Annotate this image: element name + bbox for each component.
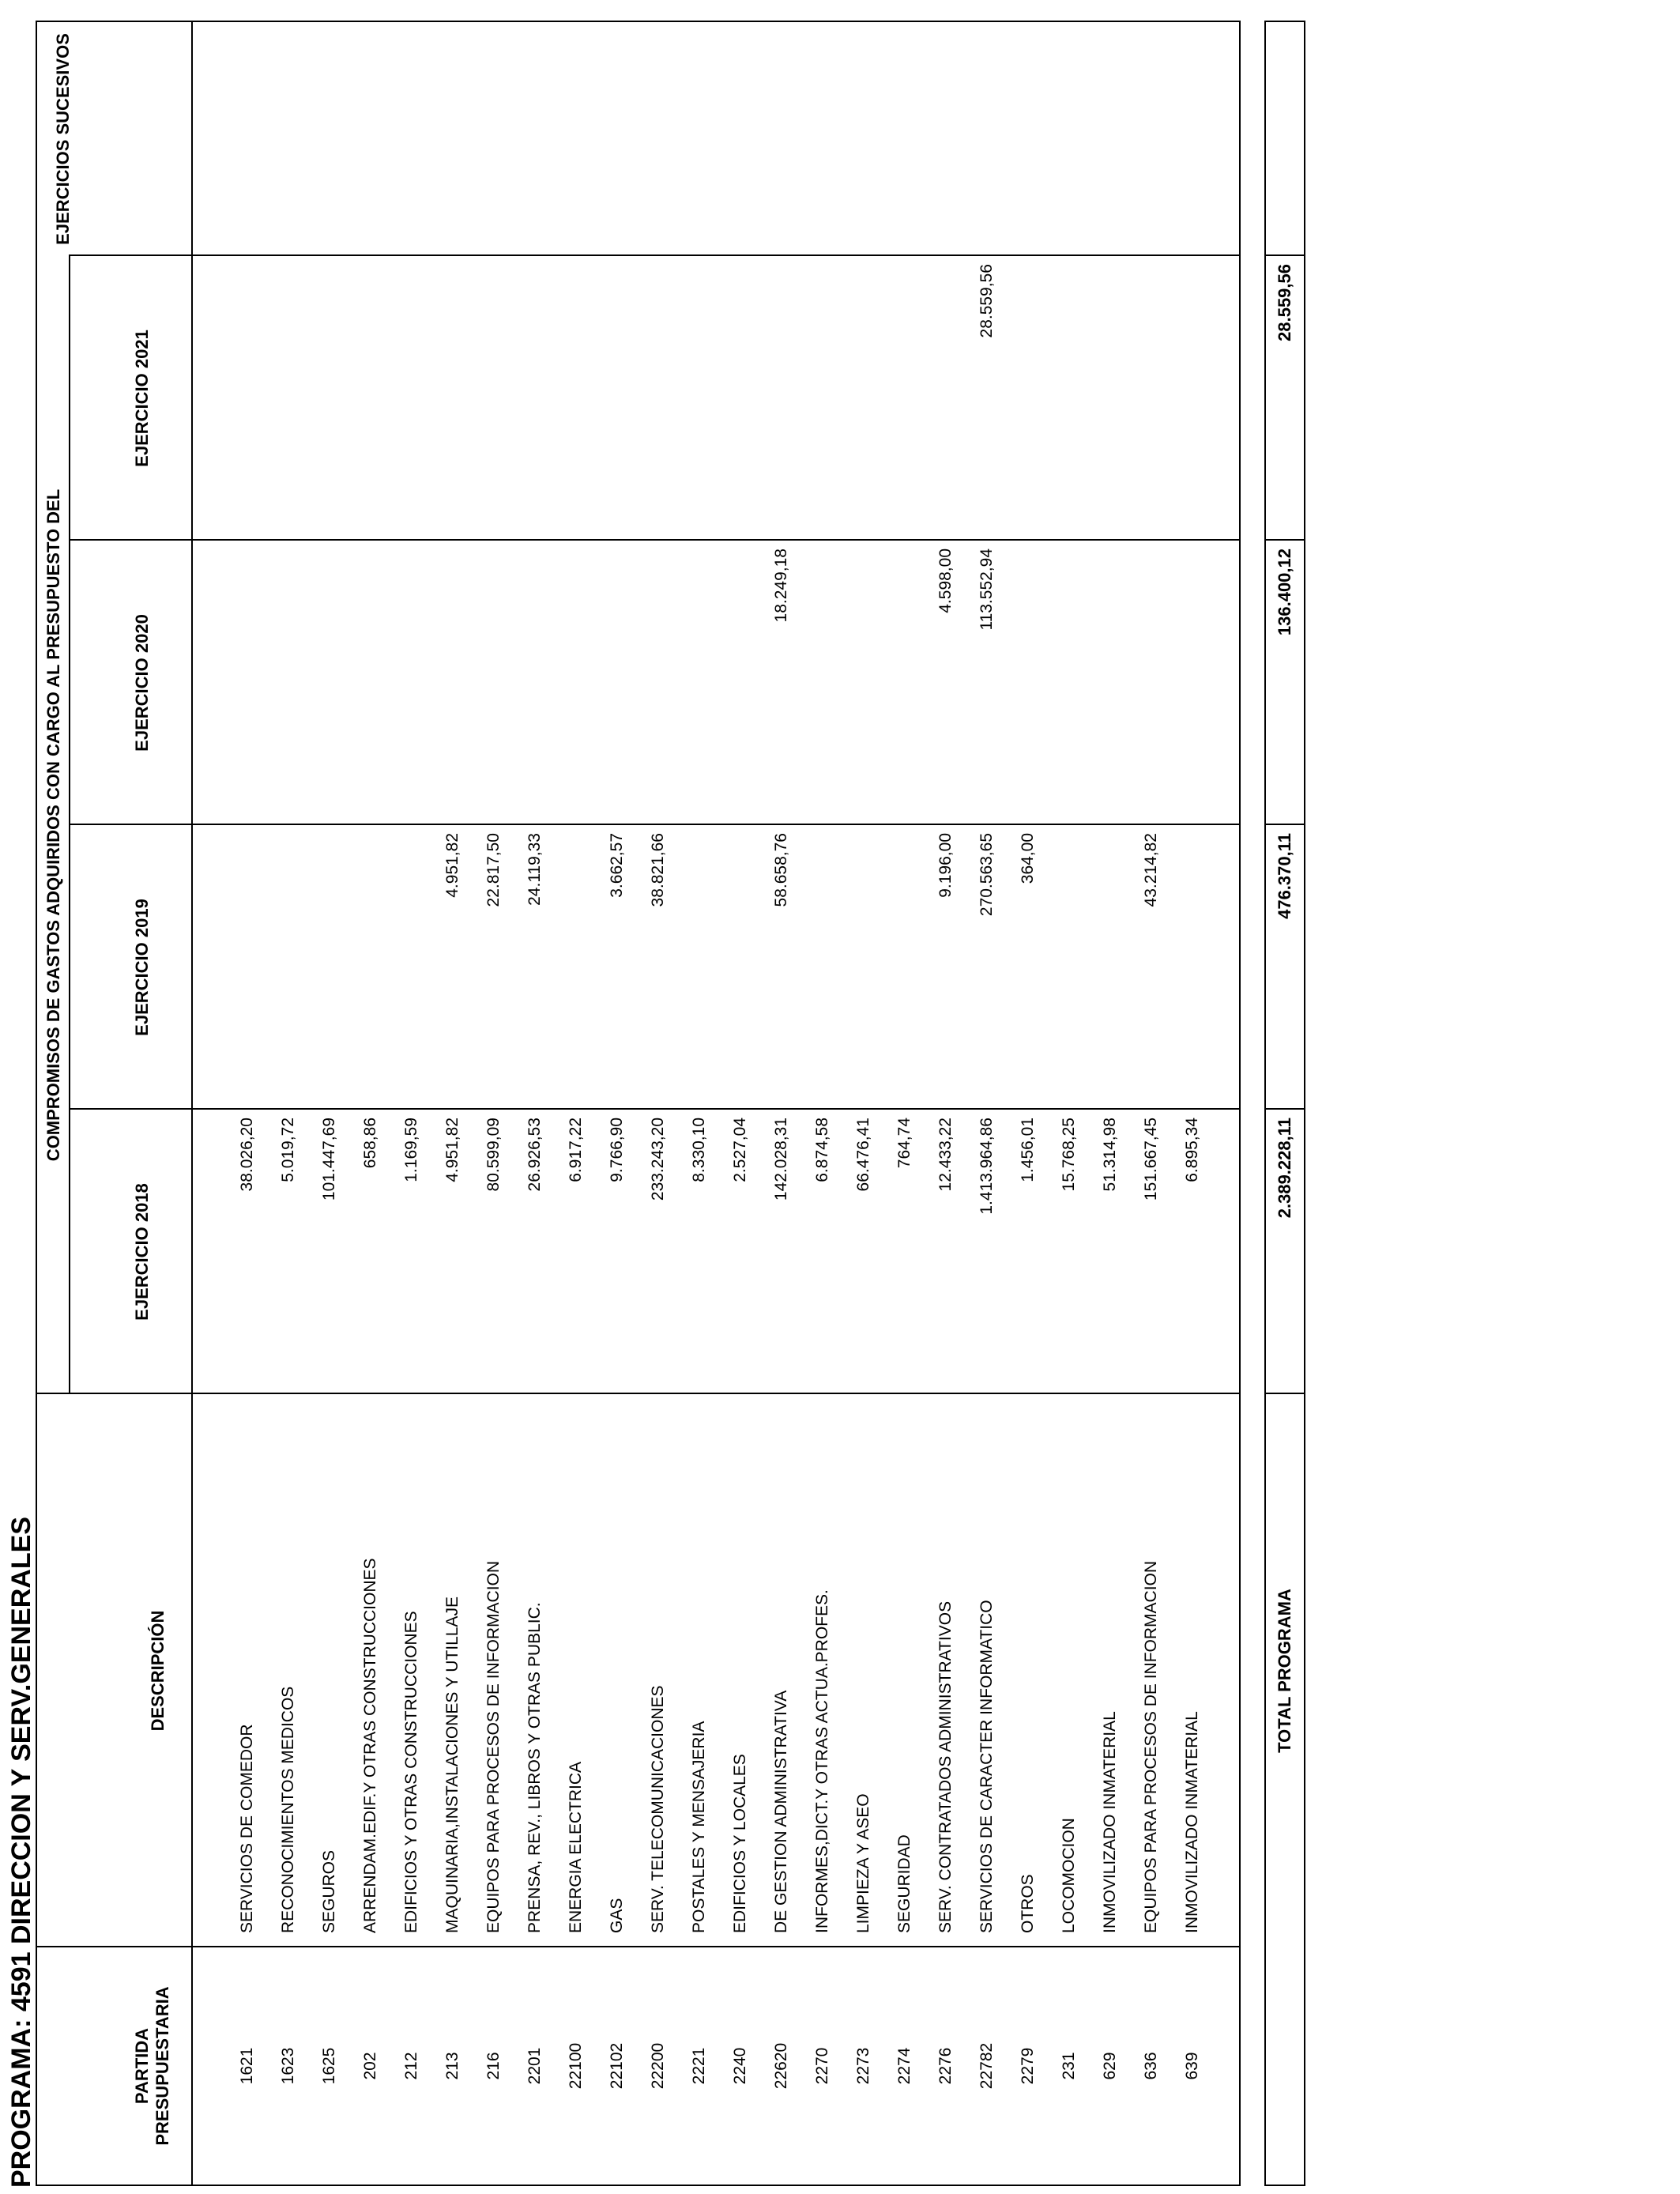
- partida-description: RECONOCIMIENTOS MEDICOS: [279, 1686, 297, 1933]
- total-2018: 2.389.228,11: [1275, 1118, 1294, 1219]
- cell-2019: 364,00: [1019, 833, 1037, 884]
- cell-2018: 764,74: [895, 1118, 913, 1169]
- table-row: [884, 22, 925, 2185]
- partida-description: INMOVILIZADO INMATERIAL: [1183, 1711, 1201, 1933]
- partida-code: 2201: [525, 2047, 544, 2085]
- table-row: [473, 22, 514, 2185]
- table-row: [925, 22, 966, 2185]
- partida-code: 1625: [320, 2047, 338, 2085]
- partida-description: ARRENDAM.EDIF.Y OTRAS CONSTRUCCIONES: [361, 1558, 379, 1933]
- table-row: [720, 22, 761, 2185]
- table-row: [432, 22, 473, 2185]
- partida-description: SERVICIOS DE COMEDOR: [238, 1724, 256, 1933]
- partida-code: 2270: [813, 2047, 831, 2085]
- table-row: [1008, 22, 1049, 2185]
- partida-code: 1623: [279, 2047, 297, 2085]
- cell-2019: 270.563,65: [977, 833, 996, 917]
- table-row: [556, 22, 597, 2185]
- cell-2018: 142.028,31: [772, 1118, 790, 1201]
- cell-2018: 1.456,01: [1019, 1118, 1037, 1182]
- cell-2019: 58.658,76: [772, 833, 790, 907]
- row-divider: [191, 22, 193, 2185]
- partida-description: GAS: [608, 1898, 626, 1933]
- row-divider: [69, 256, 70, 1394]
- partida-description: SERV. CONTRATADOS ADMINISTRATIVOS: [936, 1600, 955, 1933]
- header-ejercicios-sucesivos: EJERCICIOS SUCESIVOS: [53, 33, 73, 245]
- table-row: [1172, 22, 1213, 2185]
- program-title: PROGRAMA: 4591 DIRECCION Y SERV.GENERALES: [6, 1517, 36, 2188]
- table-row: [391, 22, 432, 2185]
- table-row: [638, 22, 679, 2185]
- total-2021: 28.559,56: [1275, 264, 1294, 341]
- partida-code: 202: [361, 2052, 379, 2080]
- partida-code: 636: [1142, 2052, 1160, 2080]
- cell-2018: 26.926,53: [525, 1118, 544, 1192]
- table-row: [268, 22, 309, 2185]
- table-row: [843, 22, 884, 2185]
- partida-code: 22200: [649, 2042, 667, 2090]
- partida-description: MAQUINARIA,INSTALACIONES Y UTILLAJE: [443, 1596, 461, 1933]
- partida-code: 22782: [977, 2042, 996, 2090]
- partida-description: EQUIPOS PARA PROCESOS DE INFORMACION: [1142, 1560, 1160, 1933]
- header-ejercicio-2021: EJERCICIO 2021: [132, 330, 152, 467]
- partida-code: 1621: [238, 2047, 256, 2085]
- partida-code: 231: [1060, 2052, 1078, 2080]
- header-ejercicio-2019: EJERCICIO 2019: [132, 899, 152, 1036]
- partida-description: EDIFICIOS Y LOCALES: [731, 1754, 749, 1933]
- table-row: [227, 22, 268, 2185]
- cell-2020: 113.552,94: [977, 548, 996, 631]
- total-2020: 136.400,12: [1275, 548, 1294, 636]
- partida-description: SERV. TELECOMUNICACIONES: [649, 1685, 667, 1933]
- cell-2018: 2.527,04: [731, 1118, 749, 1182]
- header-descripcion: DESCRIPCIÓN: [148, 1610, 168, 1732]
- cell-2018: 38.026,20: [238, 1118, 256, 1192]
- partida-description: INFORMES,DICT.Y OTRAS ACTUA.PROFES.: [813, 1589, 831, 1933]
- partida-code: 2240: [731, 2047, 749, 2085]
- partida-description: EDIFICIOS Y OTRAS CONSTRUCCIONES: [402, 1611, 420, 1933]
- cell-2018: 6.917,22: [567, 1118, 585, 1182]
- col-divider: [1266, 254, 1304, 256]
- cell-2018: 66.476,41: [854, 1118, 872, 1192]
- cell-2018: 4.951,82: [443, 1118, 461, 1182]
- header-partida-line2: PRESUPUESTARIA: [153, 1986, 172, 2146]
- cell-2019: 3.662,57: [608, 833, 626, 898]
- partida-code: 2276: [936, 2047, 955, 2085]
- header-partida-line1: PARTIDA: [132, 2027, 152, 2105]
- cell-2021: 28.559,56: [977, 264, 996, 338]
- cell-2018: 1.413.964,86: [977, 1118, 996, 1215]
- table-row: [350, 22, 391, 2185]
- cell-2018: 6.895,34: [1183, 1118, 1201, 1182]
- partida-code: 629: [1101, 2052, 1119, 2080]
- header-partida: [132, 1947, 173, 2185]
- partida-code: 216: [484, 2052, 503, 2080]
- total-label: TOTAL PROGRAMA: [1275, 1589, 1294, 1753]
- cell-2019: 43.214,82: [1142, 833, 1160, 907]
- cell-2018: 9.766,90: [608, 1118, 626, 1182]
- partida-code: 22100: [567, 2042, 585, 2090]
- table-row: [1131, 22, 1172, 2185]
- table-row: [1090, 22, 1131, 2185]
- cell-2020: 4.598,00: [936, 548, 955, 613]
- partida-description: LIMPIEZA Y ASEO: [854, 1793, 872, 1933]
- cell-2018: 1.169,59: [402, 1118, 420, 1182]
- table-row: [309, 22, 350, 2185]
- partida-code: 213: [443, 2052, 461, 2080]
- cell-2018: 8.330,10: [690, 1118, 708, 1182]
- partida-description: PRENSA, REV., LIBROS Y OTRAS PUBLIC.: [525, 1602, 544, 1933]
- table-row: [597, 22, 638, 2185]
- table-row: [966, 22, 1008, 2185]
- partida-code: 639: [1183, 2052, 1201, 2080]
- partida-description: SEGURIDAD: [895, 1834, 913, 1933]
- header-ejercicio-2020: EJERCICIO 2020: [132, 614, 152, 752]
- partida-description: OTROS: [1019, 1874, 1037, 1933]
- total-row: [1264, 21, 1305, 2186]
- partida-description: DE GESTION ADMINISTRATIVA: [772, 1690, 790, 1933]
- header-compromisos: COMPROMISOS DE GASTOS ADQUIRIDOS CON CARGO AL PRESUPUESTO DEL: [43, 488, 63, 1162]
- cell-2018: 658,86: [361, 1118, 379, 1169]
- table-row: [761, 22, 802, 2185]
- cell-2018: 5.019,72: [279, 1118, 297, 1182]
- partida-description: SERVICIOS DE CARACTER INFORMATICO: [977, 1600, 996, 1933]
- cell-2019: 24.119,33: [525, 833, 544, 906]
- partida-code: 2279: [1019, 2047, 1037, 2085]
- partida-description: LOCOMOCION: [1060, 1818, 1078, 1933]
- table-row: [514, 22, 556, 2185]
- partida-description: POSTALES Y MENSAJERIA: [690, 1721, 708, 1933]
- header-ejercicio-2018: EJERCICIO 2018: [132, 1183, 152, 1321]
- cell-2018: 233.243,20: [649, 1118, 667, 1201]
- cell-2020: 18.249,18: [772, 548, 790, 623]
- partida-code: 212: [402, 2052, 420, 2080]
- table-row: [802, 22, 843, 2185]
- partida-description: INMOVILIZADO INMATERIAL: [1101, 1711, 1119, 1933]
- cell-2018: 6.874,58: [813, 1118, 831, 1182]
- cell-2018: 12.433,22: [936, 1118, 955, 1192]
- partida-code: 22620: [772, 2042, 790, 2090]
- cell-2018: 151.667,45: [1142, 1118, 1160, 1201]
- cell-2019: 9.196,00: [936, 833, 955, 898]
- partida-code: 2221: [690, 2047, 708, 2085]
- partida-description: EQUIPOS PARA PROCESOS DE INFORMACION: [484, 1560, 503, 1933]
- cell-2019: 4.951,82: [443, 833, 461, 898]
- partida-code: 2273: [854, 2047, 872, 2085]
- cell-2018: 51.314,98: [1101, 1118, 1119, 1192]
- table-row: [679, 22, 720, 2185]
- partida-description: SEGUROS: [320, 1849, 338, 1933]
- commitments-table: [36, 21, 1241, 2186]
- table-row: [1049, 22, 1090, 2185]
- cell-2019: 22.817,50: [484, 833, 503, 907]
- cell-2018: 80.599,09: [484, 1118, 503, 1192]
- cell-2019: 38.821,66: [649, 833, 667, 907]
- partida-code: 22102: [608, 2042, 626, 2090]
- total-2019: 476.370,11: [1275, 833, 1294, 919]
- partida-code: 2274: [895, 2047, 913, 2085]
- cell-2018: 101.447,69: [320, 1118, 338, 1201]
- cell-2018: 15.768,25: [1060, 1118, 1078, 1192]
- partida-description: ENERGIA ELECTRICA: [567, 1761, 585, 1933]
